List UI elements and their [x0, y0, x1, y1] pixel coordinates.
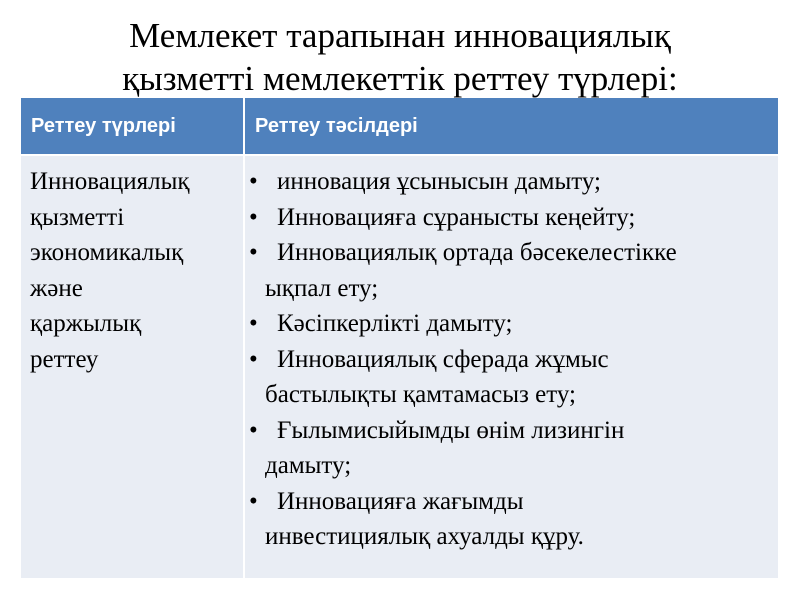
bullet-icon: •: [249, 239, 258, 266]
regulation-type-line: Инновациялық: [30, 168, 190, 195]
bullet-icon: •: [249, 345, 258, 373]
list-item: [249, 306, 778, 342]
methods-list: [249, 164, 778, 555]
method-text-continued: инвестициялық ахуалды құру.: [265, 523, 584, 550]
bullet-icon: •: [249, 203, 258, 231]
slide-title: [0, 14, 800, 100]
method-text: Кәсіпкерлікті дамыту;: [277, 310, 513, 337]
method-text-continued: бастылықты қамтамасыз ету;: [265, 381, 576, 408]
list-item: [249, 413, 778, 484]
bullet-icon: •: [249, 487, 258, 515]
method-text-continued: дамыту;: [265, 452, 352, 479]
regulation-methods-cell: [245, 156, 778, 578]
table-row: [21, 154, 778, 578]
slide-title-line-2: қызметті мемлекеттік реттеу түрлері:: [122, 59, 678, 98]
list-item: [249, 200, 778, 236]
bullet-icon: •: [249, 416, 258, 444]
list-item: [249, 235, 778, 306]
table-header-row: [21, 98, 778, 154]
regulation-type-line: және: [30, 274, 83, 302]
list-item: [249, 484, 778, 555]
method-text-continued: ықпал ету;: [265, 274, 379, 302]
regulation-type-line: реттеу: [30, 345, 99, 373]
method-text: Ғылымисыйымды өнім лизингін: [277, 416, 625, 444]
method-text: Инновацияға сұранысты кеңейту;: [277, 203, 636, 231]
bullet-icon: •: [249, 310, 258, 337]
regulation-type-line: қаржылық: [30, 310, 142, 337]
list-item: [249, 342, 778, 413]
regulation-table: [21, 98, 778, 578]
regulation-type-line: экономикалық: [30, 239, 184, 266]
header-regulation-types: Реттеу түрлері: [21, 98, 245, 154]
method-text: Инновациялық сферада жұмыс: [277, 345, 609, 373]
regulation-type-line: қызметті: [30, 203, 125, 231]
regulation-type-cell: [21, 156, 245, 578]
list-item: [249, 164, 778, 200]
slide-title-line-1: Мемлекет тарапынан инновациялық: [129, 16, 671, 55]
bullet-icon: •: [249, 168, 258, 195]
header-regulation-methods: Реттеу тәсілдері: [255, 115, 418, 137]
method-text: инновация ұсынысын дамыту;: [277, 168, 601, 195]
method-text: Инновацияға жағымды: [277, 487, 524, 515]
method-text: Инновациялық ортада бәсекелестікке: [277, 239, 677, 266]
